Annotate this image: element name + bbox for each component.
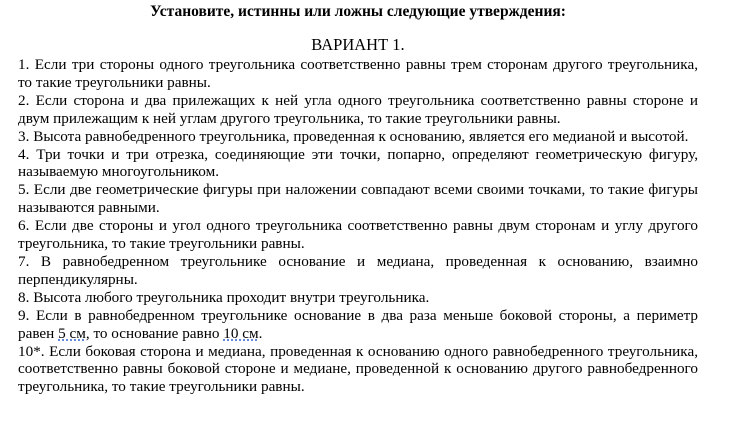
statement-list <box>18 56 698 396</box>
statement-4: 4. Три точки и три отрезка, соединяющие эти точки, попарно, определяют геометрическую фигуру, называемую многоугольником. <box>18 145 698 181</box>
variant-heading: ВАРИАНТ 1. <box>311 35 405 54</box>
statement-2: 2. Если сторона и два прилежащих к ней угла одного треугольника соответственно равны стороне и двум прилежащим к ней углам другого треугольника, то такие треугольники равны. <box>18 91 698 127</box>
statement-9-text-c: . <box>258 324 263 342</box>
statement-6: 6. Если две стороны и угол одного треугольника соответственно равны двум сторонам и углу другого треугольника, то такие треугольники равны. <box>18 217 698 253</box>
statement-3: 3. Высота равнобедренного треугольника, проведенная к основанию, является его медианой и высотой. <box>18 127 689 145</box>
base-value: 10 см <box>223 324 259 342</box>
statement-10: 10*. Если боковая сторона и медиана, проведенная к основанию одного равнобедренного треугольника, соответственно равны боковой стороне и медиане, проведенной к основанию другого равнобедренного треугольника, то такие треугольники равны. <box>18 342 698 396</box>
perimeter-value: 5 см <box>58 324 86 342</box>
statement-5: 5. Если две геометрические фигуры при наложении совпадают всеми своими точками, то такие фигуры называются равными. <box>18 181 698 217</box>
statement-1: 1. Если три стороны одного треугольника соответственно равны трем сторонам другого треугольника, то такие треугольники равны. <box>18 56 698 91</box>
statement-9-text-a: 9. Если в равнобедренном треугольнике основание в два раза меньше боковой стороны, а периметр равен <box>18 306 698 342</box>
statement-8: 8. Высота любого треугольника проходит внутри треугольника. <box>18 288 430 306</box>
document-title: Установите, истинны или ложны следующие утверждения: <box>150 3 566 20</box>
statement-7: 7. В равнобедренном треугольнике основание и медиана, проведенная к основанию, взаимно перпендикулярны. <box>18 252 698 288</box>
statement-9-text-b: , то основание равно <box>85 324 224 342</box>
statement-9 <box>18 307 698 343</box>
document <box>18 0 698 396</box>
